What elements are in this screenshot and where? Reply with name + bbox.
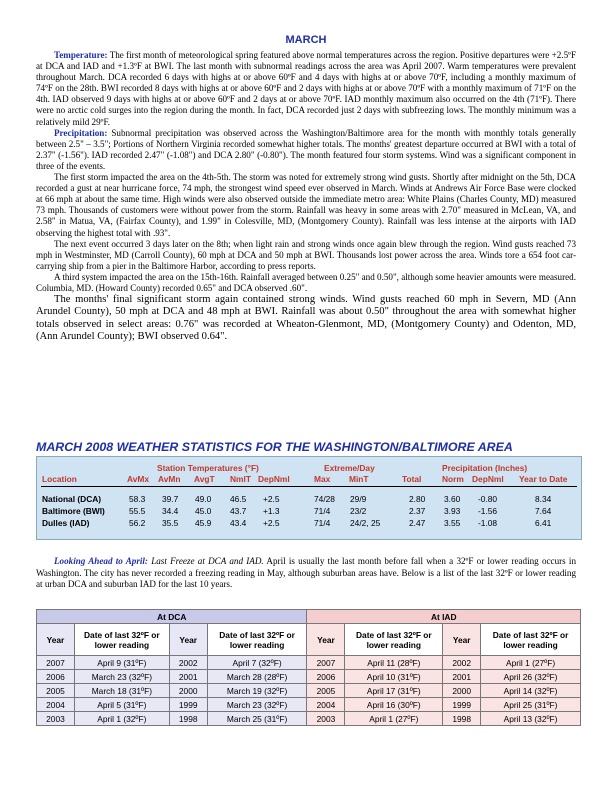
- stats-cell: 8.34: [535, 494, 552, 504]
- freeze-cell: April 13 (32ºF): [481, 712, 581, 726]
- table-row: [37, 670, 581, 684]
- stats-cell: +2.5: [263, 494, 280, 504]
- stats-header: Location: [42, 474, 77, 484]
- stats-cell: 71/4: [314, 518, 331, 528]
- freeze-cell: 2005: [307, 684, 345, 698]
- stats-header: Norm: [442, 474, 464, 484]
- narrative: [36, 50, 576, 344]
- stats-cell: 45.9: [195, 518, 212, 528]
- stats-title: MARCH 2008 WEATHER STATISTICS FOR THE WASHINGTON/BALTIMORE AREA: [36, 440, 513, 454]
- stats-cell: 23/2: [350, 506, 367, 516]
- freeze-cell: 2006: [307, 670, 345, 684]
- stats-cell: 2.80: [409, 494, 426, 504]
- stats-group-precip: Precipitation (Inches): [442, 463, 528, 473]
- stats-header: MinT: [349, 474, 369, 484]
- stats-cell: -1.56: [478, 506, 498, 516]
- freeze-cell: March 18 (31ºF): [74, 684, 169, 698]
- col-date: Date of last 32ºF or lower reading: [207, 624, 307, 656]
- stats-cell: 43.7: [230, 506, 247, 516]
- stats-cell: 49.0: [195, 494, 212, 504]
- stats-header: AvgT: [194, 474, 215, 484]
- precipitation-text: Subnormal precipitation was observed across the Washington/Baltimore area for the month with monthly totals generally between 2.5" – 3.5"; Portions of Northern Virginia recorded somewhat higher totals. The months' greatest departure occurred at BWI with a total of 2.37" (-1.56"). IAD recorded 2.47" (-1.08") and DCA 2.80" (-0.80"). The month featured four storm systems. Wind was a significant component in three of the events.: [36, 127, 576, 171]
- freeze-cell: March 23 (32ºF): [74, 670, 169, 684]
- col-year: Year: [307, 624, 345, 656]
- precipitation-label: Precipitation:: [54, 127, 108, 138]
- stats-cell: 45.0: [195, 506, 212, 516]
- col-date: Date of last 32ºF or lower reading: [481, 624, 581, 656]
- freeze-cell: April 9 (31ºF): [74, 656, 169, 670]
- stats-header: DepNml: [258, 474, 290, 484]
- stats-cell: 2.37: [409, 506, 426, 516]
- freeze-cell: April 10 (31ºF): [345, 670, 443, 684]
- temperature-label: Temperature:: [54, 50, 108, 60]
- page-title: MARCH: [285, 34, 327, 46]
- lookahead-paragraph: [36, 556, 576, 591]
- freeze-cell: April 11 (28ºF): [345, 656, 443, 670]
- stats-cell: +2.5: [263, 518, 280, 528]
- stats-header: AvMn: [158, 474, 181, 484]
- col-date: Date of last 32ºF or lower reading: [345, 624, 443, 656]
- freeze-cell: April 14 (32ºF): [481, 684, 581, 698]
- freeze-cell: April 5 (31ºF): [74, 698, 169, 712]
- freeze-cell: April 1 (27ºF): [481, 656, 581, 670]
- freeze-cell: April 1 (27ºF): [345, 712, 443, 726]
- lookahead-subtitle: Last Freeze at DCA and IAD.: [151, 556, 264, 566]
- freeze-cell: 2004: [37, 698, 75, 712]
- stats-divider: [41, 486, 577, 487]
- freeze-cell: March 25 (31ºF): [207, 712, 307, 726]
- table-row: [37, 698, 581, 712]
- stats-header: AvMx: [127, 474, 150, 484]
- stats-cell: 3.93: [444, 506, 461, 516]
- stats-cell: 7.64: [535, 506, 552, 516]
- freeze-cell: 2001: [443, 670, 481, 684]
- freeze-cell: March 23 (32ºF): [207, 698, 307, 712]
- freeze-cell: April 7 (32ºF): [207, 656, 307, 670]
- stats-cell: 58.3: [129, 494, 146, 504]
- freeze-cell: 1998: [443, 712, 481, 726]
- stats-cell: 3.55: [444, 518, 461, 528]
- freeze-cell: 1998: [169, 712, 207, 726]
- freeze-table: [36, 609, 581, 726]
- stats-cell: 35.5: [162, 518, 179, 528]
- col-year: Year: [169, 624, 207, 656]
- col-date: Date of last 32ºF or lower reading: [74, 624, 169, 656]
- stats-cell: -1.08: [478, 518, 498, 528]
- stats-location: Dulles (IAD): [42, 518, 90, 528]
- stats-cell: 43.4: [230, 518, 247, 528]
- stats-cell: 56.2: [129, 518, 146, 528]
- storm3-paragraph: A third system impacted the area on the 15th-16th. Rainfall averaged between 0.25" and 0.50", although some heavier amounts were measured. Columbia, MD. (Howard County) recorded 0.65" and DCA observed .60".: [36, 271, 576, 293]
- stats-cell: 55.5: [129, 506, 146, 516]
- temperature-paragraph: [36, 50, 576, 128]
- stats-table: [36, 456, 582, 540]
- stats-cell: 2.47: [409, 518, 426, 528]
- table-row: [37, 712, 581, 726]
- lookahead-text: April is usually the last month before fall when a 32ºF or lower reading occurs in Washington. The city has never recorded a freezing reading in May, although suburban areas have. Below is a list of the last 32ºF or lower reading at urban DCA and suburban IAD for the last 10 years.: [36, 556, 577, 590]
- stats-cell: 34.4: [162, 506, 179, 516]
- freeze-cell: 2003: [37, 712, 75, 726]
- freeze-cell: April 16 (30ºF): [345, 698, 443, 712]
- stats-cell: 71/4: [314, 506, 331, 516]
- stats-header: DepNml: [472, 474, 504, 484]
- freeze-cell: April 1 (32ºF): [74, 712, 169, 726]
- freeze-cell: 2003: [307, 712, 345, 726]
- stats-cell: 74/28: [314, 494, 335, 504]
- stats-cell: 29/9: [350, 494, 367, 504]
- temperature-text: The first month of meteorological spring featured above normal temperatures across the region. Positive departures were +2.5ºF at DCA and IAD and +1.3ºF at BWI. The last month with subnormal readings across the area was April 2007. Warm temperatures were prevalent throughout March. DCA recorded 6 days with highs at or above 60ºF and 4 days with highs at or above 70ºF, including a monthly maximum of 74ºF on the 28th. BWI recorded 8 days with highs at or above 60ºF and 2 days with highs at or above 70ºF with a monthly maximum of 71ºF on the 4th. IAD observed 9 days with highs at or above 60ºF and 2 days at or above 70ºF. IAD monthly maximum also occurred on the 4th (71ºF). There were no arctic cold surges into the region during the month. In fact, DCA recorded just 2 days with subfreezing lows. The monthly minimum was a relatively mild 29ºF.: [36, 50, 577, 127]
- stats-group-temp: Station Temperatures (°F): [157, 463, 259, 473]
- stats-cell: +1.3: [263, 506, 280, 516]
- stats-cell: 24/2, 25: [350, 518, 381, 528]
- freeze-cell: 2007: [37, 656, 75, 670]
- stats-cell: 39.7: [162, 494, 179, 504]
- freeze-cell: 2007: [307, 656, 345, 670]
- dca-section-header: At DCA: [37, 610, 307, 624]
- col-year: Year: [443, 624, 481, 656]
- table-row: [37, 656, 581, 670]
- storm2-paragraph: The next event occurred 3 days later on the 8th; when light rain and strong winds once again blew through the region. Wind gusts reached 73 mph in Westminster, MD (Carroll County), 60 mph at DCA and 50 mph at BWI. Thousands lost power across the area. Winds tore a 654 foot car-carrying ship from a pier in the Baltimore Harbor, according to press reports.: [36, 238, 576, 271]
- freeze-cell: April 26 (32ºF): [481, 670, 581, 684]
- table-row: [37, 684, 581, 698]
- storm4-paragraph: The months' final significant storm again contained strong winds. Wind gusts reached 60 mph in Severn, MD (Ann Arundel County), 50 mph at DCA and 48 mph at BWI. Rainfall was about 0.50" throughout the area with somewhat higher totals observed in select areas: 0.76" was recorded at Wheaton-Glenmont, MD, (Montgomery County) and Odenton, MD, (Ann Arundel County); BWI observed 0.64".: [36, 294, 576, 343]
- freeze-cell: 1999: [443, 698, 481, 712]
- freeze-cell: 2001: [169, 670, 207, 684]
- storm1-paragraph: The first storm impacted the area on the 4th-5th. The storm was noted for extremely strong wind gusts. Shortly after midnight on the 5th, DCA recorded a gust at near hurricane force, 74 mph, the strongest wind speed ever observed in March. Winds at Andrews Air Force Base were clocked at 66 mph at about the same time. High winds were also observed outside the immediate metro area: White Plains (Charles County, MD) measured 73 mph. Thousands of customers were without power from the storm. Rainfall was heavy in some areas with 2.70" measured in McLean, VA, and 2.58" in Matua, VA, (Fairfax County), and 1.99" in Colesville, MD, (Montgomery County). Rainfall was less intense at the airports with IAD observing the highest total with .93".: [36, 172, 576, 238]
- stats-header: Max: [314, 474, 331, 484]
- freeze-cell: March 28 (28ºF): [207, 670, 307, 684]
- freeze-cell: March 19 (32ºF): [207, 684, 307, 698]
- freeze-cell: 2000: [443, 684, 481, 698]
- freeze-cell: April 25 (31ºF): [481, 698, 581, 712]
- freeze-cell: 2006: [37, 670, 75, 684]
- freeze-cell: 2002: [169, 656, 207, 670]
- lookahead-label: Looking Ahead to April:: [54, 556, 148, 566]
- stats-cell: 46.5: [230, 494, 247, 504]
- freeze-cell: 1999: [169, 698, 207, 712]
- stats-header: NmlT: [230, 474, 251, 484]
- freeze-cell: 2002: [443, 656, 481, 670]
- stats-group-extreme: Extreme/Day: [324, 463, 375, 473]
- freeze-cell: April 17 (31ºF): [345, 684, 443, 698]
- iad-section-header: At IAD: [307, 610, 581, 624]
- stats-cell: 6.41: [535, 518, 552, 528]
- stats-cell: -0.80: [478, 494, 498, 504]
- freeze-cell: 2005: [37, 684, 75, 698]
- stats-header: Total: [402, 474, 422, 484]
- stats-location: Baltimore (BWI): [42, 506, 105, 516]
- stats-cell: 3.60: [444, 494, 461, 504]
- stats-header: Year to Date: [519, 474, 568, 484]
- precipitation-paragraph: [36, 128, 576, 172]
- col-year: Year: [37, 624, 75, 656]
- stats-location: National (DCA): [42, 494, 102, 504]
- freeze-cell: 2000: [169, 684, 207, 698]
- freeze-cell: 2004: [307, 698, 345, 712]
- lookahead-section: [36, 556, 576, 591]
